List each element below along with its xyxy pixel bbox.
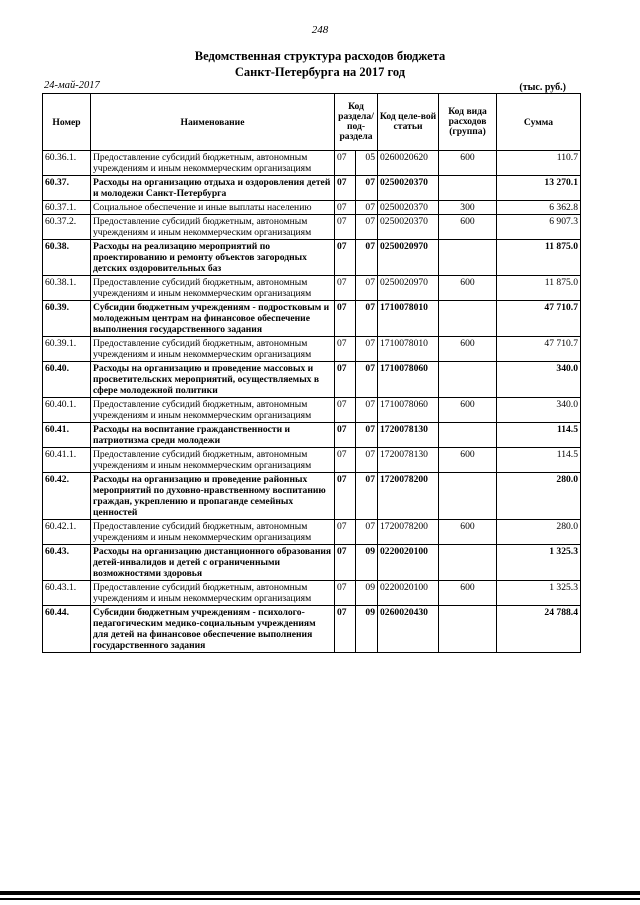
table-row [43,276,581,301]
row-section: 07 [335,423,356,448]
row-expense-type: 600 [439,448,497,473]
row-subsection: 07 [356,337,378,362]
row-expense-type: 600 [439,520,497,545]
table-row [43,151,581,176]
row-sum: 1 325.3 [497,545,581,581]
row-section: 07 [335,215,356,240]
row-target-code: 1710078060 [378,398,439,423]
row-name: Социальное обеспечение и иные выплаты населению [91,201,335,215]
row-target-code: 0250020370 [378,176,439,201]
row-sum: 110.7 [497,151,581,176]
row-section: 07 [335,301,356,337]
row-sum: 6 907.3 [497,215,581,240]
row-section: 07 [335,473,356,520]
row-number: 60.43. [43,545,91,581]
row-target-code: 0250020370 [378,201,439,215]
row-target-code: 1720078130 [378,423,439,448]
table-row [43,201,581,215]
row-sum: 280.0 [497,473,581,520]
row-name: Предоставление субсидий бюджетным, автономным учреждениям и иным некоммерческим организациям [91,581,335,606]
row-number: 60.37.1. [43,201,91,215]
table-row [43,362,581,398]
row-subsection: 07 [356,423,378,448]
row-sum: 340.0 [497,398,581,423]
row-sum: 340.0 [497,362,581,398]
row-subsection: 07 [356,176,378,201]
row-number: 60.38.1. [43,276,91,301]
table-row [43,581,581,606]
row-number: 60.36.1. [43,151,91,176]
row-sum: 114.5 [497,448,581,473]
row-number: 60.37. [43,176,91,201]
row-number: 60.39.1. [43,337,91,362]
row-subsection: 07 [356,301,378,337]
row-name: Субсидии бюджетным учреждениям - подростковым и молодежным центрам на финансовое обеспечение выполнения государственного задания [91,301,335,337]
row-number: 60.41.1. [43,448,91,473]
row-expense-type [439,606,497,653]
row-expense-type: 600 [439,276,497,301]
row-expense-type: 600 [439,398,497,423]
header-section-code: Код раздела/ под-раздела [335,94,378,151]
row-section: 07 [335,362,356,398]
row-number: 60.43.1. [43,581,91,606]
row-target-code: 1720078130 [378,448,439,473]
table-row [43,301,581,337]
row-target-code: 1710078010 [378,337,439,362]
table-row [43,176,581,201]
row-number: 60.40. [43,362,91,398]
row-section: 07 [335,545,356,581]
row-subsection: 07 [356,201,378,215]
row-subsection: 07 [356,473,378,520]
row-sum: 11 875.0 [497,276,581,301]
table-row [43,215,581,240]
document-date: 24-май-2017 [44,80,100,91]
table-row [43,448,581,473]
row-expense-type [439,423,497,448]
row-name: Расходы на организацию и проведение районных мероприятий по духовно-нравственному воспитанию граждан, укреплению и пропаганде семейных ценностей [91,473,335,520]
row-name: Предоставление субсидий бюджетным, автономным учреждениям и иным некоммерческим организациям [91,398,335,423]
row-sum: 1 325.3 [497,581,581,606]
row-number: 60.40.1. [43,398,91,423]
row-section: 07 [335,276,356,301]
header-number: Номер [43,94,91,151]
table-row [43,423,581,448]
bottom-border-thick [0,891,640,895]
table-body [43,151,581,653]
row-section: 07 [335,337,356,362]
table-row [43,606,581,653]
title-line-2: Санкт-Петербурга на 2017 год [234,65,406,79]
table-row [43,398,581,423]
row-target-code: 0220020100 [378,545,439,581]
row-target-code: 0260020620 [378,151,439,176]
table-row [43,337,581,362]
row-expense-type [439,473,497,520]
row-section: 07 [335,606,356,653]
row-name: Предоставление субсидий бюджетным, автономным учреждениям и иным некоммерческим организациям [91,520,335,545]
table-row [43,473,581,520]
row-expense-type: 600 [439,215,497,240]
row-number: 60.42. [43,473,91,520]
row-target-code: 1710078060 [378,362,439,398]
row-section: 07 [335,240,356,276]
row-expense-type: 600 [439,337,497,362]
row-name: Расходы на организацию дистанционного образования детей-инвалидов и детей с ограниченными возможностями здоровья [91,545,335,581]
row-number: 60.39. [43,301,91,337]
row-target-code: 1720078200 [378,520,439,545]
row-number: 60.44. [43,606,91,653]
row-target-code: 0260020430 [378,606,439,653]
table-row [43,520,581,545]
row-name: Предоставление субсидий бюджетным, автономным учреждениям и иным некоммерческим организациям [91,448,335,473]
title-line-1: Ведомственная структура расходов бюджета [194,49,446,63]
row-subsection: 07 [356,448,378,473]
row-number: 60.41. [43,423,91,448]
row-subsection: 07 [356,215,378,240]
table-header-row [43,94,581,151]
header-name: Наименование [91,94,335,151]
row-section: 07 [335,176,356,201]
row-subsection: 07 [356,276,378,301]
row-name: Предоставление субсидий бюджетным, автономным учреждениям и иным некоммерческим организациям [91,276,335,301]
row-target-code: 0250020970 [378,240,439,276]
row-name: Расходы на организацию отдыха и оздоровления детей и молодежи Санкт-Петербурга [91,176,335,201]
row-expense-type: 600 [439,151,497,176]
row-expense-type [439,545,497,581]
row-subsection: 05 [356,151,378,176]
row-number: 60.38. [43,240,91,276]
page-number: 248 [311,24,329,36]
row-name: Предоставление субсидий бюджетным, автономным учреждениям и иным некоммерческим организациям [91,151,335,176]
row-target-code: 1710078010 [378,301,439,337]
row-subsection: 07 [356,398,378,423]
row-target-code: 1720078200 [378,473,439,520]
row-expense-type [439,240,497,276]
row-name: Расходы на реализацию мероприятий по проектированию и ремонту объектов загородных детских оздоровительных баз [91,240,335,276]
row-name: Расходы на организацию и проведение массовых и просветительских мероприятий, осуществляемых в сфере молодежной политики [91,362,335,398]
row-number: 60.42.1. [43,520,91,545]
document-title [0,48,640,80]
row-target-code: 0250020370 [378,215,439,240]
row-sum: 280.0 [497,520,581,545]
row-section: 07 [335,201,356,215]
row-expense-type: 300 [439,201,497,215]
row-sum: 47 710.7 [497,337,581,362]
row-subsection: 09 [356,581,378,606]
row-name: Расходы на воспитание гражданственности и патриотизма среди молодежи [91,423,335,448]
row-expense-type [439,301,497,337]
row-name: Предоставление субсидий бюджетным, автономным учреждениям и иным некоммерческим организациям [91,337,335,362]
row-section: 07 [335,448,356,473]
row-expense-type [439,176,497,201]
row-subsection: 09 [356,545,378,581]
row-subsection: 07 [356,520,378,545]
row-name: Предоставление субсидий бюджетным, автономным учреждениям и иным некоммерческим организациям [91,215,335,240]
row-target-code: 0220020100 [378,581,439,606]
row-sum: 6 362.8 [497,201,581,215]
row-section: 07 [335,398,356,423]
table-row [43,240,581,276]
units-label: (тыс. руб.) [519,82,566,93]
row-subsection: 07 [356,240,378,276]
row-section: 07 [335,581,356,606]
header-expense-type: Код вида расходов (группа) [439,94,497,151]
table-row [43,545,581,581]
row-sum: 13 270.1 [497,176,581,201]
header-target-code: Код целе-вой статьи [378,94,439,151]
row-number: 60.37.2. [43,215,91,240]
row-subsection: 09 [356,606,378,653]
row-target-code: 0250020970 [378,276,439,301]
budget-table [42,93,581,653]
row-expense-type: 600 [439,581,497,606]
row-name: Субсидии бюджетным учреждениям - психолого-педагогическим медико-социальным учреждениям для детей на финансовое обеспечение выполнения государственного задания [91,606,335,653]
row-expense-type [439,362,497,398]
row-sum: 47 710.7 [497,301,581,337]
row-section: 07 [335,151,356,176]
row-sum: 24 788.4 [497,606,581,653]
header-sum: Сумма [497,94,581,151]
row-sum: 11 875.0 [497,240,581,276]
row-sum: 114.5 [497,423,581,448]
row-subsection: 07 [356,362,378,398]
bottom-border-thin [0,898,640,900]
row-section: 07 [335,520,356,545]
